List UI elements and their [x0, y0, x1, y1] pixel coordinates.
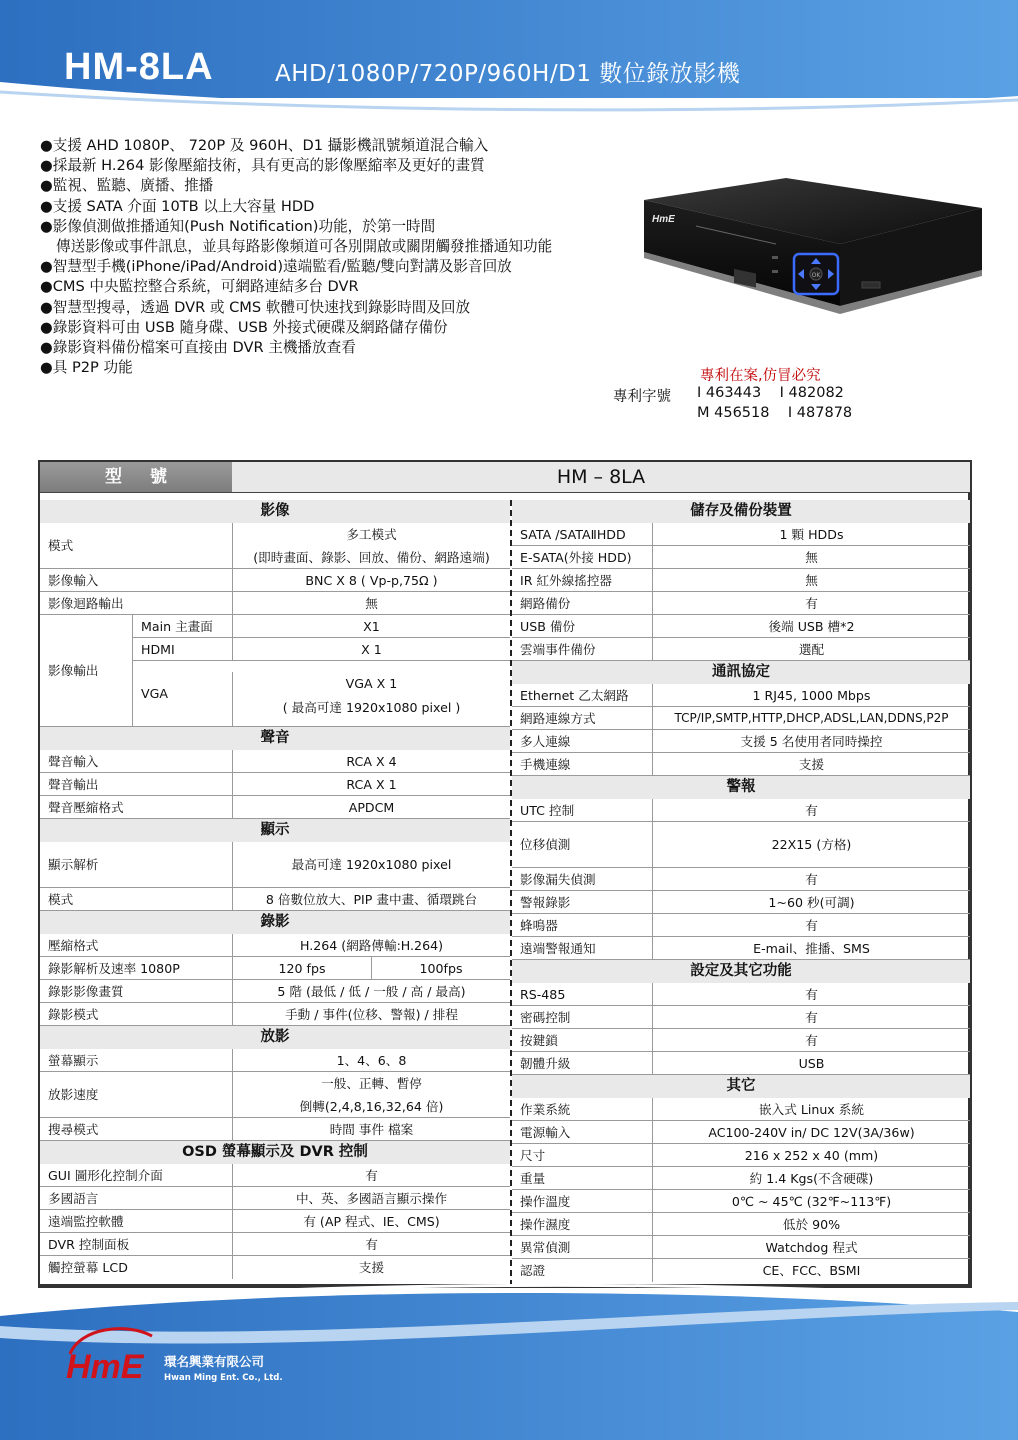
row-value-remote-software: 有 (AP 程式、IE、CMS) [232, 1210, 510, 1233]
row-value-audio-input: RCA X 4 [232, 750, 510, 773]
row-value-motion: 22X15 (方格) [652, 822, 970, 868]
row-label-compression: 壓縮格式 [40, 934, 232, 957]
row-label-audio-format: 聲音壓縮格式 [40, 796, 232, 819]
section-video: 影像 [40, 500, 510, 523]
row-label-sata: SATA /SATAⅡHDD [512, 523, 652, 546]
feature-item: ●具 P2P 功能 [40, 359, 133, 377]
row-label-size: 尺寸 [512, 1144, 652, 1167]
feature-item: ●錄影資料可由 USB 隨身碟、USB 外接式硬碟及網路儲存備份 [40, 318, 448, 336]
row-label-gui: GUI 圖形化控制介面 [40, 1164, 232, 1187]
row-value-usb-backup: 後端 USB 槽*2 [652, 615, 970, 638]
row-value-audio-format: APDCM [232, 796, 510, 819]
row-value-multi-user: 支援 5 名使用者同時操控 [652, 730, 970, 753]
feature-item: ●錄影資料備份檔案可直接由 DVR 主機播放查看 [40, 339, 356, 357]
row-value-password: 有 [652, 1006, 970, 1029]
section-settings: 設定及其它功能 [512, 960, 970, 983]
header-banner [0, 0, 1018, 118]
row-label-mobile: 手機連線 [512, 753, 652, 776]
row-label-motion: 位移偵測 [512, 822, 652, 868]
patent-numbers-line-1: I 463443 I 482082 [697, 385, 844, 401]
row-value-video-loss: 有 [652, 868, 970, 891]
row-value-utc: 有 [652, 799, 970, 822]
row-value-mobile: 支援 [652, 753, 970, 776]
row-label-record-mode: 錄影模式 [40, 1003, 232, 1026]
row-label-temperature: 操作溫度 [512, 1190, 652, 1213]
row-value-record-quality: 5 階 (最低 / 低 / 一般 / 高 / 最高) [232, 980, 510, 1003]
row-value-esata: 無 [652, 546, 970, 569]
row-value-touch-lcd: 支援 [232, 1256, 510, 1279]
spec-key-header: 型號 [40, 462, 232, 492]
patent-numbers-line-2: M 456518 I 487878 [697, 405, 853, 421]
model-title: HM-8LA [64, 46, 214, 88]
row-label-mode: 模式 [40, 523, 232, 569]
row-value-alarm-record: 1~60 秒(可調) [652, 891, 970, 914]
row-label-rs485: RS-485 [512, 983, 652, 1006]
model-subtitle: AHD/1080P/720P/960H/D1 數位錄放影機 [275, 61, 741, 87]
row-value-ir-remote: 無 [652, 569, 970, 592]
row-label-loop-output: 影像迴路輸出 [40, 592, 232, 615]
row-value-ethernet: 1 RJ45, 1000 Mbps [652, 684, 970, 707]
section-playback: 放影 [40, 1026, 510, 1049]
row-label-audio-output: 聲音輸出 [40, 773, 232, 796]
logo-mark: HmE [66, 1348, 144, 1384]
feature-item: ●影像偵測做推播通知(Push Notification)功能，於第一時間 [40, 217, 436, 235]
row-value-certification: CE、FCC、BSMI [652, 1259, 970, 1282]
row-value-remote-alarm: E-mail、推播、SMS [652, 937, 970, 960]
row-value-video-input: BNC X 8 ( Vp-p,75Ω ) [232, 569, 510, 592]
row-label-screen-display: 螢幕顯示 [40, 1049, 232, 1072]
section-other: 其它 [512, 1075, 970, 1098]
nav-pad [794, 254, 838, 294]
row-value-playback-speed-2: 倒轉(2,4,8,16,32,64 倍) [232, 1095, 510, 1118]
row-label-search-mode: 搜尋模式 [40, 1118, 232, 1141]
row-label-ir-remote: IR 紅外線搖控器 [512, 569, 652, 592]
patent-label: 專利字號 [613, 389, 671, 405]
row-label-network-backup: 網路備份 [512, 592, 652, 615]
row-value-hdmi: X 1 [232, 638, 510, 661]
row-label-power: 電源輸入 [512, 1121, 652, 1144]
row-value-vga-2: ( 最高可達 1920x1080 pixel ) [232, 695, 510, 727]
row-label-video-loss: 影像漏失偵測 [512, 868, 652, 891]
row-value-record-mode: 手動 / 事件(位移、警報) / 排程 [232, 1003, 510, 1026]
row-value-gui: 有 [232, 1164, 510, 1187]
row-label-firmware: 韌體升級 [512, 1052, 652, 1075]
row-value-control-panel: 有 [232, 1233, 510, 1256]
row-label-buzzer: 蜂鳴器 [512, 914, 652, 937]
feature-list [40, 136, 660, 378]
row-label-record-rate: 錄影解析及速率 1080P [40, 957, 232, 980]
row-value-audio-output: RCA X 1 [232, 773, 510, 796]
row-value-resolution: 最高可達 1920x1080 pixel [232, 842, 510, 888]
row-value-rs485: 有 [652, 983, 970, 1006]
row-value-search-mode: 時間 事件 檔案 [232, 1118, 510, 1141]
row-label-utc: UTC 控制 [512, 799, 652, 822]
row-value-size: 216 x 252 x 40 (mm) [652, 1144, 970, 1167]
row-value-mode-1: 多工模式 [232, 523, 510, 546]
row-value-key-lock: 有 [652, 1029, 970, 1052]
row-label-multi-user: 多人連線 [512, 730, 652, 753]
row-label-record-quality: 錄影影像畫質 [40, 980, 232, 1003]
row-label-remote-software: 遠端監控軟體 [40, 1210, 232, 1233]
row-label-main: Main 主畫面 [132, 615, 232, 638]
row-label-resolution: 顯示解析 [40, 842, 232, 888]
row-label-display-mode: 模式 [40, 888, 232, 911]
spec-model-header: HM – 8LA [556, 466, 646, 488]
feature-item: ●支援 SATA 介面 10TB 以上大容量 HDD [40, 197, 315, 215]
row-value-languages: 中、英、多國語言顯示操作 [232, 1187, 510, 1210]
row-label-cloud-backup: 雲端事件備份 [512, 638, 652, 661]
row-label-video-input: 影像輸入 [40, 569, 232, 592]
row-label-hdmi: HDMI [132, 638, 232, 661]
row-label-audio-input: 聲音輸入 [40, 750, 232, 773]
row-label-key-lock: 按鍵鎖 [512, 1029, 652, 1052]
company-name-en: Hwan Ming Ent. Co., Ltd. [164, 1373, 283, 1383]
row-value-watchdog: Watchdog 程式 [652, 1236, 970, 1259]
feature-item: ●監視、監聽、廣播、推播 [40, 177, 214, 195]
row-label-touch-lcd: 觸控螢幕 LCD [48, 1260, 128, 1275]
row-label-humidity: 操作濕度 [512, 1213, 652, 1236]
row-label-watchdog: 異常偵測 [512, 1236, 652, 1259]
section-record: 錄影 [40, 911, 510, 934]
spec-table [38, 460, 972, 1288]
section-storage: 儲存及備份裝置 [512, 500, 970, 523]
row-value-firmware: USB [652, 1052, 970, 1075]
section-alarm: 警報 [512, 776, 970, 799]
feature-item: ●智慧型手機(iPhone/iPad/Android)遠端監看/監聽/雙向對講及影音回放 [40, 258, 512, 276]
dvr-product-image [636, 178, 982, 328]
section-protocol: 通訊協定 [512, 661, 970, 684]
row-value-screen-display: 1、4、6、8 [232, 1049, 510, 1072]
row-value-cloud-backup: 選配 [652, 638, 970, 661]
row-value-compression: H.264 (網路傳輸:H.264) [232, 934, 510, 957]
row-value-display-mode: 8 倍數位放大、PIP 畫中畫、循環跳台 [232, 888, 510, 911]
row-value-power: AC100-240V in/ DC 12V(3A/36w) [652, 1121, 970, 1144]
row-value-record-rate-1: 120 fps [232, 957, 371, 980]
row-value-network-backup: 有 [652, 592, 970, 615]
patent-note: 專利在案,仿冒必究 [700, 368, 821, 384]
row-value-os: 嵌入式 Linux 系統 [652, 1098, 970, 1121]
row-label-control-panel: DVR 控制面板 [40, 1233, 232, 1256]
company-name-cn: 環名興業有限公司 [164, 1354, 265, 1369]
row-label-esata: E-SATA(外接 HDD) [512, 546, 652, 569]
feature-item-continued: 傳送影像或事件訊息，並具每路影像頻道可各別開啟或關閉觸發推播通知功能 [56, 238, 553, 256]
ok-button-label: OK [811, 272, 821, 279]
row-value-mode-2: (即時畫面、錄影、回放、備份、網路遠端) [232, 546, 510, 569]
row-value-loop-output: 無 [232, 592, 510, 615]
row-label-playback-speed: 放影速度 [40, 1072, 232, 1118]
row-label-password: 密碼控制 [512, 1006, 652, 1029]
section-audio: 聲音 [40, 727, 510, 750]
feature-item: ●CMS 中央監控整合系統，可網路連結多台 DVR [40, 278, 359, 296]
section-display: 顯示 [40, 819, 510, 842]
row-value-playback-speed-1: 一般、正轉、暫停 [232, 1072, 510, 1095]
feature-item: ●智慧型搜尋，透過 DVR 或 CMS 軟體可快速找到錄影時間及回放 [40, 298, 471, 316]
row-value-humidity: 低於 90% [652, 1213, 970, 1236]
row-value-network-protocol: TCP/IP,SMTP,HTTP,DHCP,ADSL,LAN,DDNS,P2P [652, 707, 970, 730]
row-value-weight: 約 1.4 Kgs(不含硬碟) [652, 1167, 970, 1190]
row-value-temperature: 0℃ ~ 45℃ (32℉~113℉) [652, 1190, 970, 1213]
row-label-weight: 重量 [512, 1167, 652, 1190]
row-label-network-protocol: 網路連線方式 [512, 707, 652, 730]
row-value-sata: 1 顆 HDDs [652, 523, 970, 546]
company-logo [64, 1324, 304, 1384]
row-label-usb-backup: USB 備份 [512, 615, 652, 638]
row-value-buzzer: 有 [652, 914, 970, 937]
row-label-alarm-record: 警報錄影 [512, 891, 652, 914]
row-label-languages: 多國語言 [40, 1187, 232, 1210]
row-label-os: 作業系統 [512, 1098, 652, 1121]
row-value-record-rate-2: 100fps [371, 957, 510, 980]
row-value-main: X1 [232, 615, 510, 638]
row-value-vga-1: VGA X 1 [232, 672, 510, 695]
row-label-ethernet: Ethernet 乙太網路 [512, 684, 652, 707]
row-label-vga: VGA [132, 661, 232, 727]
product-brand: HmE [652, 214, 675, 225]
section-osd: OSD 螢幕顯示及 DVR 控制 [40, 1141, 510, 1164]
feature-item: ●採最新 H.264 影像壓縮技術，具有更高的影像壓縮率及更好的畫質 [40, 157, 485, 175]
feature-item: ●支援 AHD 1080P、 720P 及 960H、D1 攝影機訊號頻道混合輸入 [40, 137, 489, 154]
row-label-video-output: 影像輸出 [40, 615, 132, 727]
row-label-certification: 認證 [520, 1263, 546, 1278]
row-label-remote-alarm: 遠端警報通知 [512, 937, 652, 960]
